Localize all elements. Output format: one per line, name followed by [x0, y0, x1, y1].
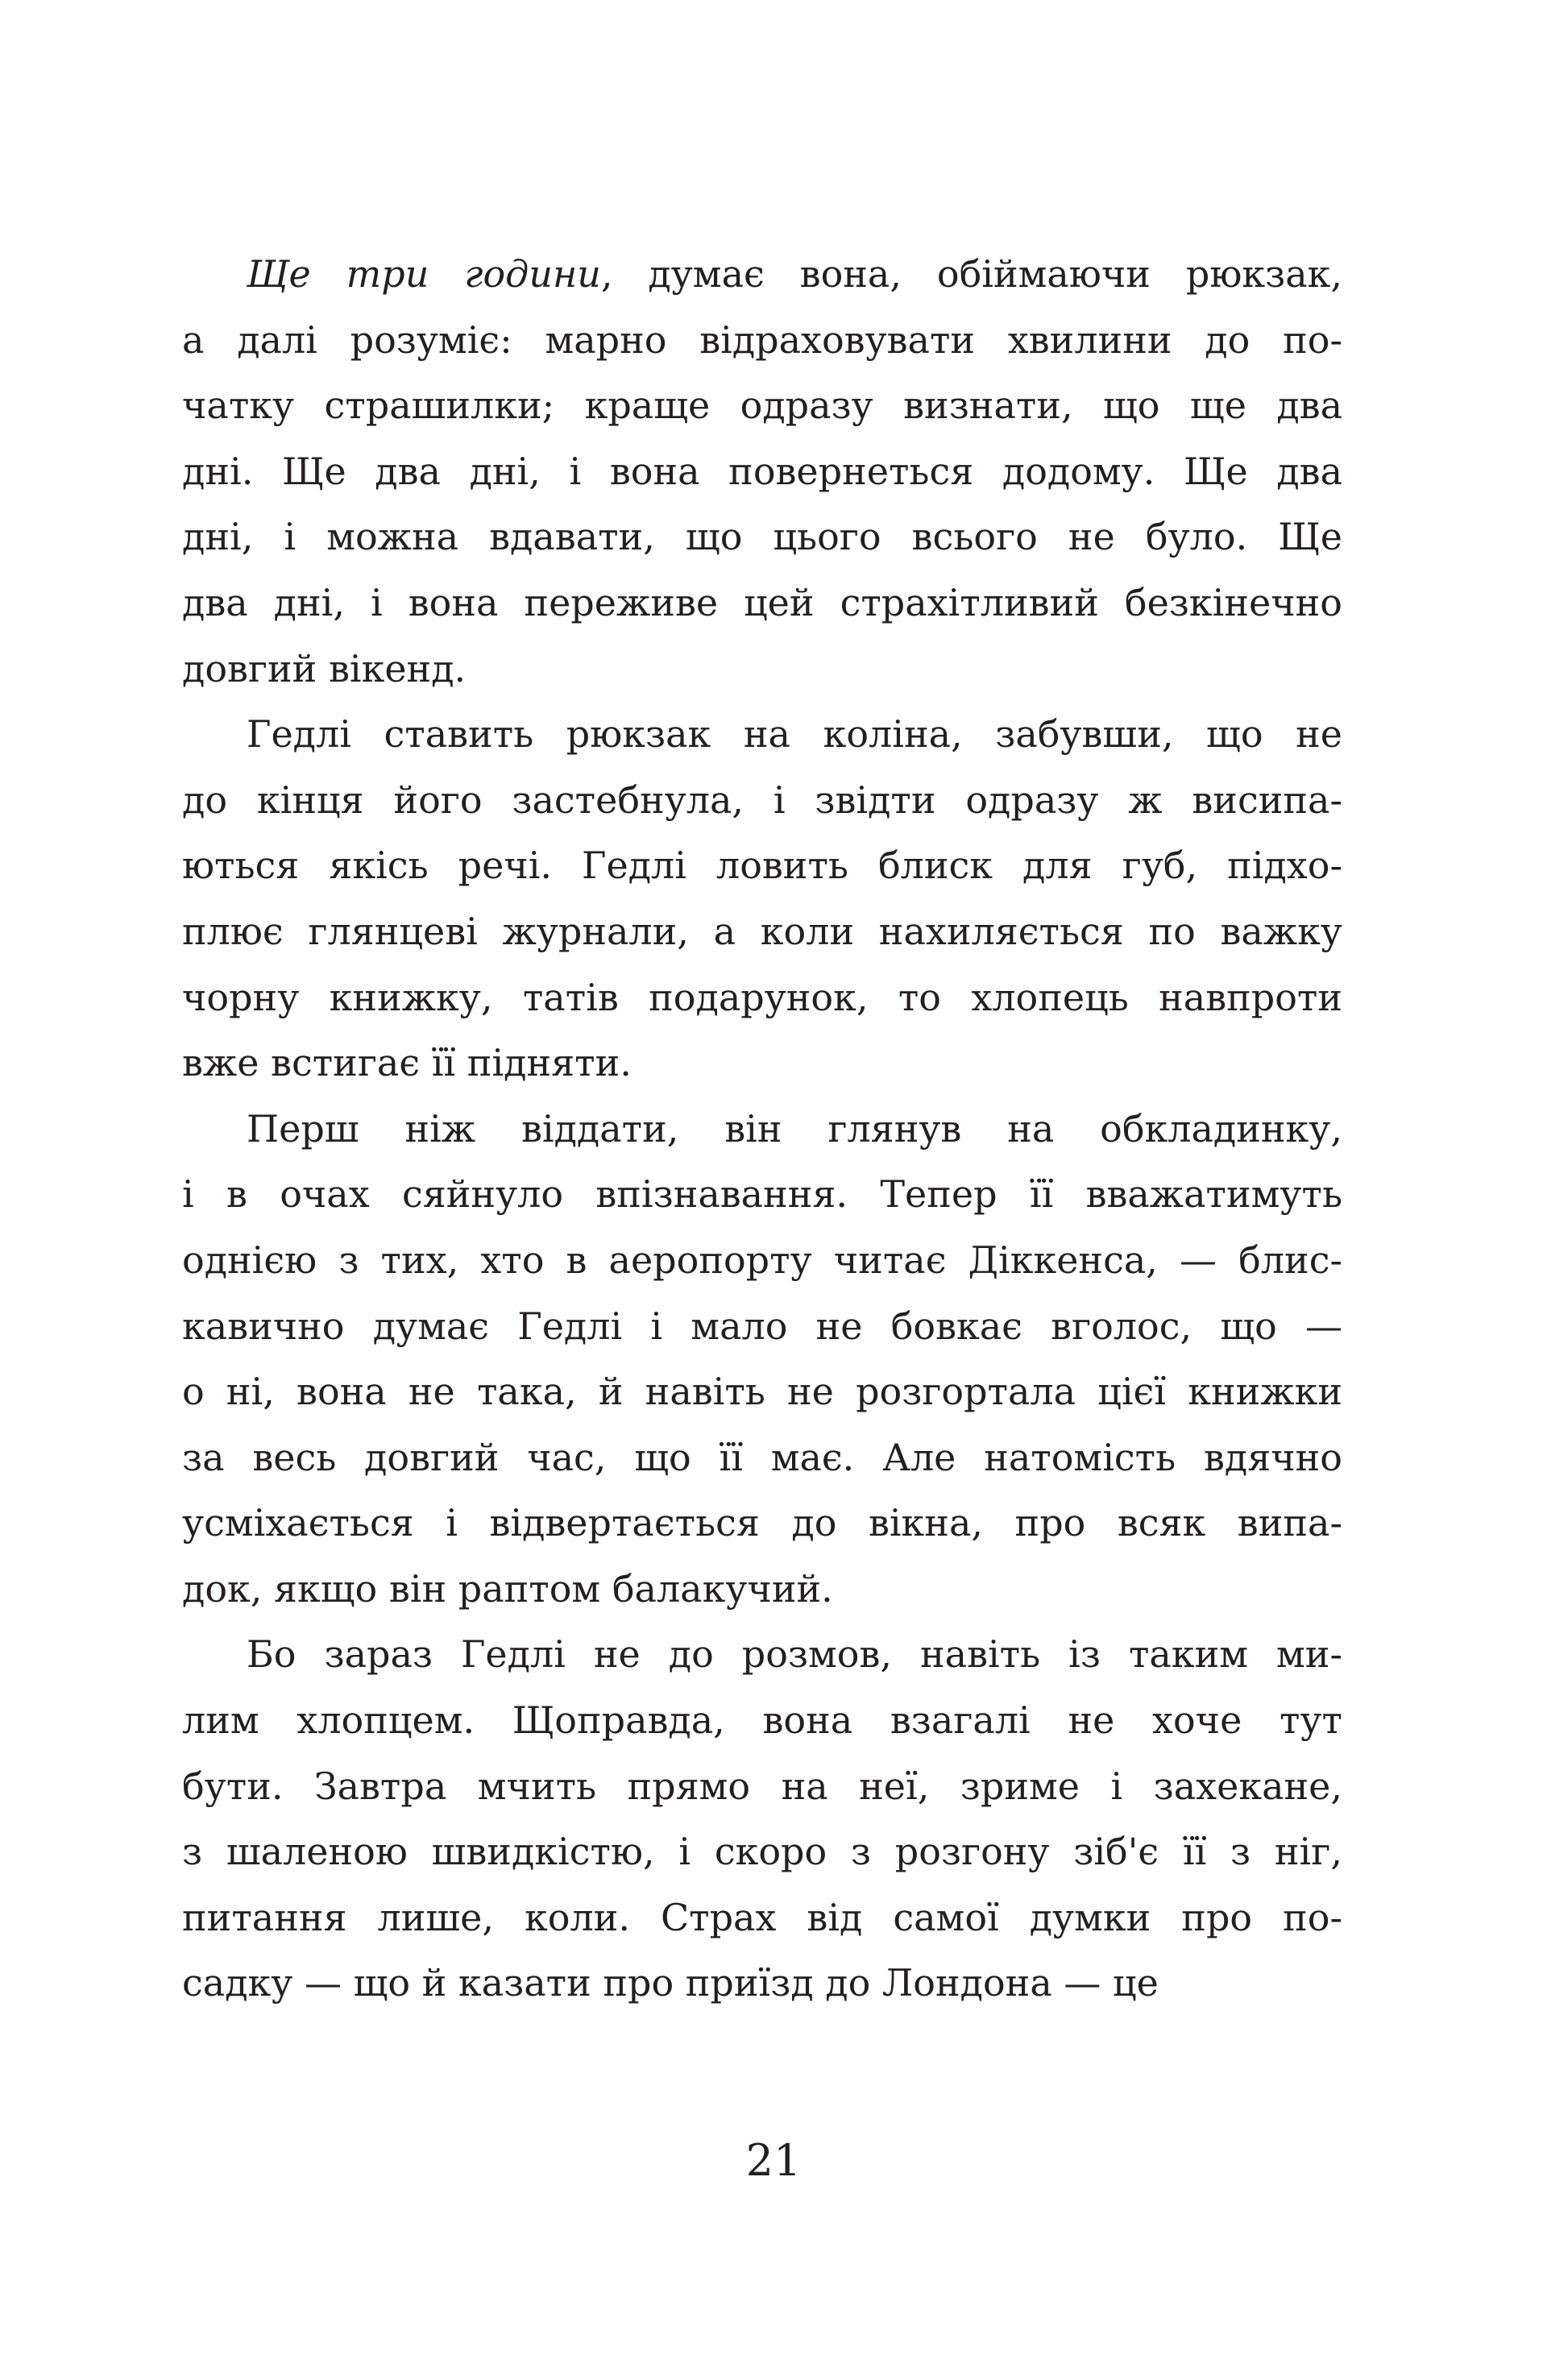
line-text: плює глянцеві журнали, а коли нахиляється по важку: [182, 909, 1342, 953]
text-line: [182, 1097, 1342, 1163]
line-text: Гедлі ставить рюкзак на коліна, забувши, що не: [247, 712, 1342, 757]
line-text: док, якщо він раптом балакучий.: [182, 1566, 833, 1611]
text-line: [182, 768, 1342, 834]
line-text: чатку страшилки; краще одразу визнати, що ще два: [182, 384, 1342, 428]
paragraph: [182, 1097, 1342, 1623]
line-text: бути. Завтра мчить прямо на неї, зриме і захекане,: [182, 1764, 1342, 1808]
line-text: з шаленою швидкістю, і скоро з розгону зіб'є її з ніг,: [182, 1830, 1342, 1874]
text-line: [182, 1819, 1342, 1885]
line-text: а далі розуміє: марно відраховувати хвилини до по-: [182, 317, 1342, 362]
line-text: два дні, і вона переживе цей страхітливий безкінечно: [182, 580, 1342, 624]
text-line: [182, 373, 1342, 439]
text-line: [182, 570, 1342, 636]
text-line: [182, 1557, 1342, 1623]
line-text: садку — що й казати про приїзд до Лондона — це: [182, 1961, 1159, 2005]
line-text: Перш ніж віддати, він глянув на обкладинку,: [247, 1106, 1342, 1151]
text-line: [182, 308, 1342, 374]
line-text: дні, і можна вдавати, що цього всього не було. Ще: [182, 515, 1342, 559]
text-line: [182, 1951, 1342, 2017]
text-line: [182, 1425, 1342, 1491]
text-line: [182, 636, 1342, 703]
text-line: [182, 439, 1342, 505]
text-line: [182, 1228, 1342, 1294]
line-text: до кінця його застебнула, і звідти одразу ж висипа-: [182, 777, 1342, 822]
text-line: [182, 702, 1342, 768]
body-text: [182, 242, 1342, 2017]
page-number: 21: [745, 2135, 802, 2186]
text-line: [182, 899, 1342, 965]
text-line: [182, 1294, 1342, 1360]
line-text: чорну книжку, татів подарунок, то хлопець навпроти: [182, 975, 1342, 1019]
paragraph: [182, 702, 1342, 1097]
text-line: [182, 1885, 1342, 1951]
italic-text: Ще три години: [247, 252, 601, 296]
line-text: , думає вона, обіймаючи рюкзак,: [600, 252, 1342, 296]
paragraph: [182, 1622, 1342, 2017]
text-line: [182, 1622, 1342, 1688]
text-line: [182, 1162, 1342, 1228]
line-text: за весь довгий час, що її має. Але натомість вдячно: [182, 1435, 1342, 1479]
line-text: о ні, вона не така, й навіть не розгортала цієї книжки: [182, 1370, 1342, 1414]
text-line: [182, 1030, 1342, 1097]
paragraph: [182, 242, 1342, 702]
text-line: [182, 504, 1342, 570]
text-line: [182, 833, 1342, 899]
line-text: і в очах сяйнуло впізнавання. Тепер її вважатимуть: [182, 1172, 1342, 1217]
text-line: [182, 242, 1342, 308]
line-text: довгий вікенд.: [182, 646, 467, 690]
text-line: [182, 1359, 1342, 1425]
line-text: кавично думає Гедлі і мало не бовкає вголос, що —: [182, 1304, 1342, 1348]
line-text: дні. Ще два дні, і вона повернеться додому. Ще два: [182, 449, 1342, 493]
line-text: усміхається і відвертається до вікна, про всяк випа-: [182, 1501, 1342, 1545]
line-text: Бо зараз Гедлі не до розмов, навіть із таким ми-: [247, 1632, 1342, 1677]
line-text: питання лише, коли. Страх від самої думки про по-: [182, 1895, 1342, 1939]
text-line: [182, 1688, 1342, 1754]
text-line: [182, 965, 1342, 1031]
line-text: лим хлопцем. Щоправда, вона взагалі не хоче тут: [182, 1698, 1342, 1743]
text-line: [182, 1754, 1342, 1820]
line-text: вже встигає її підняти.: [182, 1041, 632, 1085]
text-line: [182, 1491, 1342, 1557]
line-text: ються якісь речі. Гедлі ловить блиск для губ, підхо-: [182, 844, 1342, 888]
line-text: однією з тих, хто в аеропорту читає Діккенса, — блис-: [182, 1238, 1342, 1282]
